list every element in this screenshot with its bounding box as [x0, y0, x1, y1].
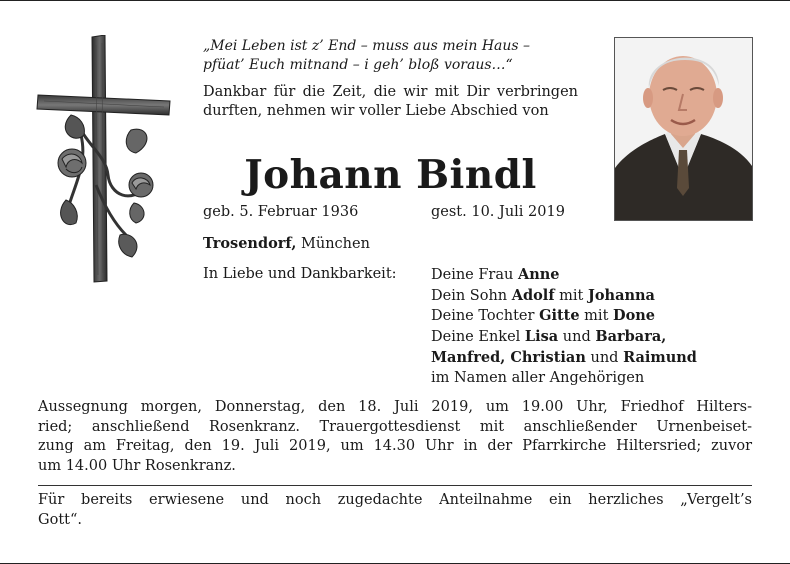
- mourner-name: Adolf: [511, 286, 555, 304]
- service-line: ried; anschließend Rosenkranz. Trauergottesdienst mit anschließender Urnenbeiset-: [38, 418, 752, 435]
- mourner-relation: Deine Tochter: [431, 308, 540, 325]
- mourner-name: Anne: [517, 266, 560, 283]
- memorial-quote: [203, 37, 583, 75]
- mourner-name: Done: [613, 307, 656, 325]
- mourner-relation: Deine Frau: [431, 267, 518, 283]
- mourner-relation: mit: [554, 287, 588, 304]
- mourners-label: In Liebe und Dankbarkeit:: [203, 266, 397, 282]
- quote-line: „Mei Leben ist z’ End – muss aus mein Haus –: [203, 38, 531, 54]
- residence-town: Trosendorf,: [203, 235, 297, 252]
- residence: [203, 234, 370, 254]
- closing-line: Für bereits erwiesene und noch zugedachte Anteilnahme ein herzliches „Vergelt’s: [38, 492, 752, 508]
- service-line: um 14.00 Uhr Rosenkranz.: [38, 457, 236, 474]
- mourner-relation: und: [558, 329, 596, 346]
- mourner-name: Johanna: [588, 286, 655, 304]
- mourner-line: [431, 306, 697, 327]
- service-details: [38, 398, 752, 476]
- thanks-text: Dankbar für die Zeit, die wir mit Dir verbringen durften, nehmen wir voller Liebe Abschied von: [203, 84, 578, 119]
- portrait-photo: [614, 37, 753, 221]
- mourner-relation: Dein Sohn: [431, 287, 512, 304]
- mourner-name: Manfred, Christian: [431, 348, 586, 366]
- closing-thanks: [38, 491, 752, 530]
- service-line: Aussegnung morgen, Donnerstag, den 18. Juli 2019, um 19.00 Uhr, Friedhof Hilters-: [38, 399, 752, 415]
- mourners-list: [431, 265, 697, 388]
- mourner-line: [431, 327, 697, 348]
- death-date: gest. 10. Juli 2019: [431, 204, 565, 220]
- divider: [38, 485, 752, 486]
- mourner-name: Barbara,: [595, 328, 667, 346]
- quote-line: pfüat’ Euch mitnand – i geh’ bloß voraus…“: [203, 57, 513, 73]
- mourner-name: Lisa: [524, 328, 559, 346]
- service-line: zung am Freitag, den 19. Juli 2019, um 14.30 Uhr in der Pfarrkirche Hiltersried; zuvor: [38, 438, 752, 454]
- cross-with-roses-icon: [36, 35, 174, 283]
- mourner-relation: Deine Enkel: [431, 329, 525, 346]
- residence-city: München: [296, 236, 370, 252]
- mourner-relation: und: [585, 349, 624, 366]
- mourner-relation: mit: [579, 308, 614, 325]
- mourner-line: [431, 348, 697, 369]
- portrait-image: [615, 38, 752, 220]
- mourner-line: [431, 286, 697, 307]
- mourner-line: [431, 265, 697, 286]
- mourner-relation: im Namen aller Angehörigen: [431, 369, 645, 386]
- closing-line: Gott“.: [38, 511, 82, 528]
- deceased-name: Johann Bindl: [244, 152, 537, 198]
- mourner-name: Raimund: [623, 348, 697, 366]
- mourner-line: [431, 369, 697, 389]
- birth-date: geb. 5. Februar 1936: [203, 204, 359, 220]
- mourner-name: Gitte: [539, 307, 580, 325]
